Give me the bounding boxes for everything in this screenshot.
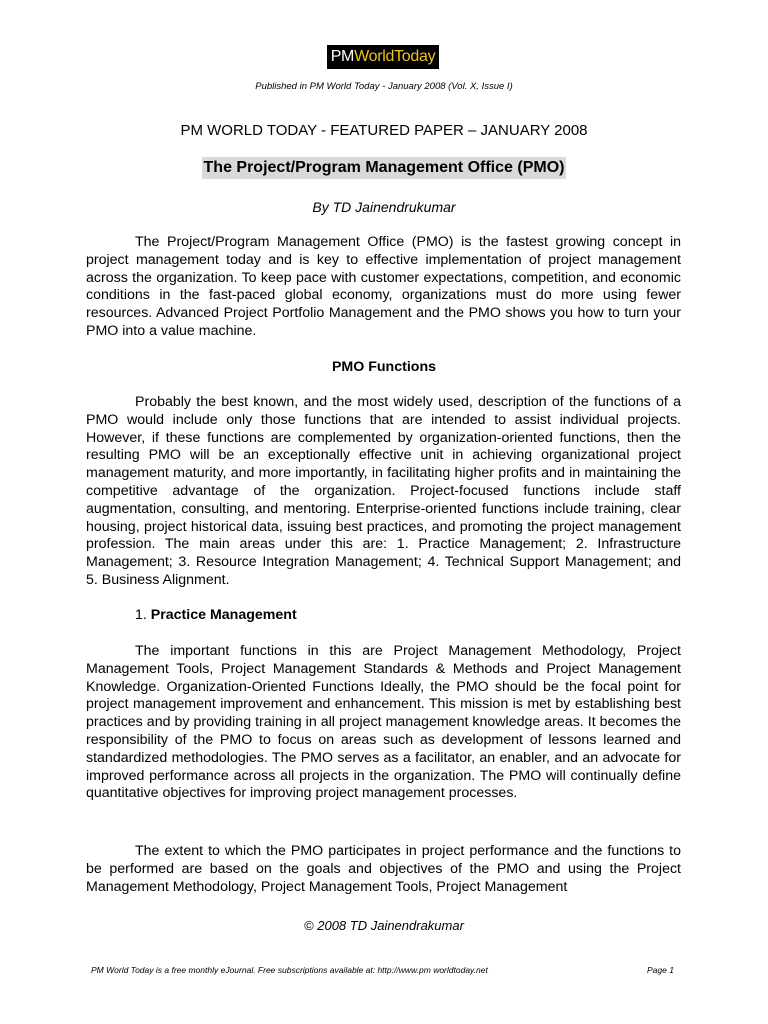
published-line: Published in PM World Today - January 2008 (Vol. X, Issue I) — [255, 81, 513, 92]
document-title: The Project/Program Management Office (PMO) — [202, 157, 567, 179]
subheading-number: 1. — [135, 607, 147, 623]
intro-paragraph-text: The Project/Program Management Office (PMO) is the fastest growing concept in project management today and is key to effective implementation of project management across the organization. To keep pace with customer expectations, competition, and economic conditions in the fast-paced global economy, organizations must do more using fewer resources. Advanced Project Portfolio Management and the PMO shows you how to turn your PMO into a value machine. — [86, 234, 681, 339]
subheading — [135, 607, 297, 623]
functions-paragraph-text: Probably the best known, and the most widely used, description of the functions of a PMO would include only those functions that are intended to assist individual projects. However, if these functions are complemented by organization-oriented functions, then the resulting PMO will be an exceptionally effective unit in achieving organizational project management maturity, and more importantly, in facilitating higher profits and in maintaining the competitive advantage of the organization. Project-focused functions include staff augmentation, consulting, and mentoring. Enterprise-oriented functions include training, clear housing, project historical data, issuing best practices, and promoting the project management profession. The main areas under this are: 1. Practice Management; 2. Infrastructure Management; 3. Resource Integration Management; 4. Technical Support Management; and 5. Business Alignment. — [86, 394, 681, 588]
copyright-line: © 2008 TD Jainendrakumar — [304, 918, 464, 933]
logo-today-text: Today — [394, 48, 436, 65]
title-container — [0, 157, 768, 179]
section-heading: PMO Functions — [331, 359, 437, 375]
functions-paragraph — [86, 394, 681, 590]
logo-pm-text: PM — [330, 48, 355, 65]
author-byline: By TD Jainendrukumar — [312, 199, 456, 215]
extent-paragraph-text: The extent to which the PMO participates in project performance and the functions to be performed are based on the goals and objectives of the PMO and using the Project Management Methodology, Project Management Tools, Project Management — [86, 843, 681, 895]
subheading-text: Practice Management — [150, 607, 297, 623]
extent-paragraph — [86, 843, 681, 896]
featured-paper-line: PM WORLD TODAY - FEATURED PAPER – JANUARY 2008 — [180, 122, 588, 139]
page-number: Page 1 — [647, 965, 674, 975]
practice-paragraph — [86, 643, 681, 803]
intro-paragraph — [86, 234, 681, 341]
logo-world-text: World — [354, 48, 395, 65]
footer-journal-note: PM World Today is a free monthly eJournal. Free subscriptions available at: http://www.pm worldtoday.net — [91, 965, 488, 975]
pmworldtoday-logo — [327, 45, 439, 69]
practice-paragraph-text: The important functions in this are Project Management Methodology, Project Management Tools, Project Management Standards & Methods and Project Management Knowledge. Organization-Oriented Functions Ideally, the PMO should be the focal point for project management improvement and enhancement. This mission is met by establishing best practices and by providing training in all project management knowledge areas. It becomes the responsibility of the PMO to focus on areas such as development of lessons learned and standardized methodologies. The PMO serves as a facilitator, an enabler, and an advocate for improved performance across all projects in the organization. The PMO will continually define quantitative objectives for improving project management processes. — [86, 643, 681, 802]
